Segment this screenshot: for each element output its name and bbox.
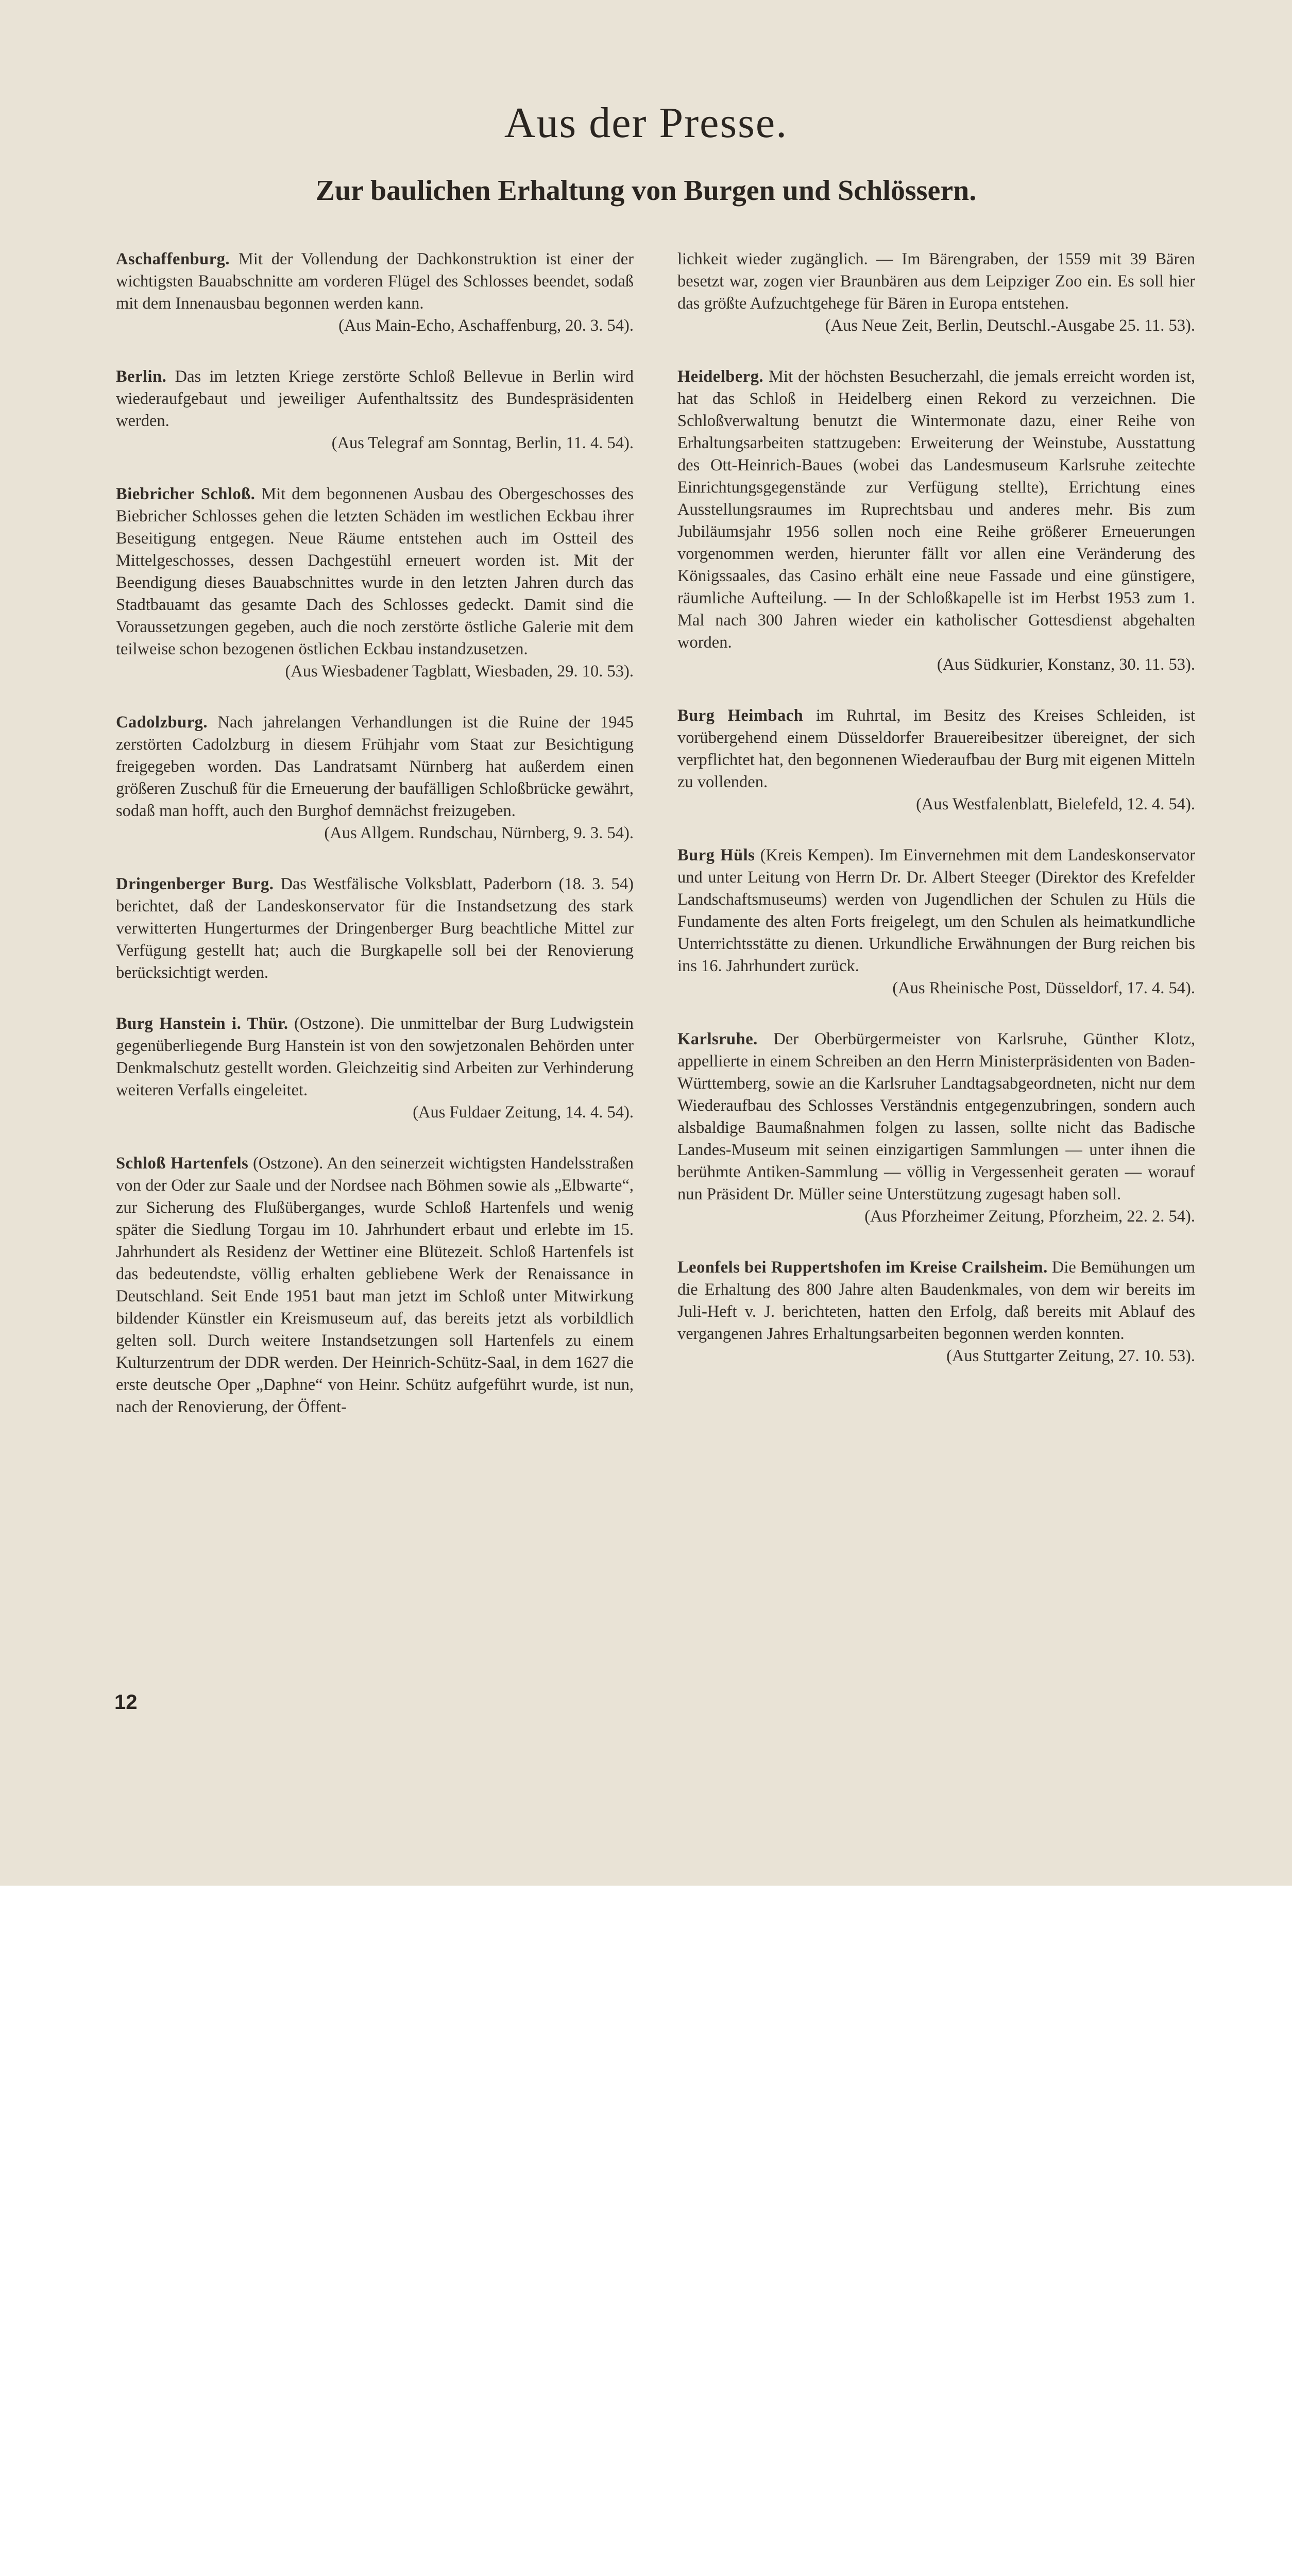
article-source: (Aus Stuttgarter Zeitung, 27. 10. 53).	[946, 1347, 1195, 1365]
footer-bar	[0, 1886, 1292, 1985]
article-entry	[116, 1153, 634, 1418]
article-heading: Aschaffenburg.	[116, 250, 230, 268]
article-heading: Heidelberg.	[677, 367, 764, 386]
left-column	[116, 248, 634, 1447]
article-entry	[116, 366, 634, 454]
article-text: Mit der Vollendung der Dachkonstruktion ist einer der wichtigsten Bauabschnitte am vorderen Flügel des Schlosses beendet, sodaß mit dem Innenausbau begonnen werden kann.	[116, 250, 634, 313]
article-text: lichkeit wieder zugänglich. — Im Bärengraben, der 1559 mit 39 Bären besetzt war, zogen vier Braunbären aus dem Leipziger Zoo ein. Es soll hier das größte Aufzuchtgehege für Bären in Europa entstehen.	[677, 250, 1195, 313]
page-title: Aus der Presse.	[504, 99, 788, 147]
article-source: (Aus Rheinische Post, Düsseldorf, 17. 4. 54).	[892, 979, 1195, 997]
article-heading: Burg Heimbach	[677, 706, 804, 725]
article-heading: Dringenberger Burg.	[116, 875, 274, 893]
article-heading: Burg Hüls	[677, 846, 755, 865]
article-text: (Ostzone). An den seinerzeit wichtigsten Handelsstraßen von der Oder zur Saale und der Nordsee nach Böhmen sowie als „Elbwarte“, zur Sicherung des Flußüberganges, wurde Schloß Hartenfels und wenig später die Siedlung Torgau im 10. Jahrhundert erbaut und erlebte im 15. Jahrhundert als Residenz der Wettiner eine Blütezeit. Schloß Hartenfels ist das bedeutendste, völlig erhalten gebliebene Werk der Renaissance in Deutschland. Seit Ende 1951 baut man jetzt im Schloß unter Mitwirkung bildender Künstler ein Kreismuseum auf, das bereits jetzt als vorbildlich gelten soll. Durch weitere Instandsetzungen soll Hartenfels zu einem Kulturzentrum der DDR werden. Der Heinrich-Schütz-Saal, in dem 1627 die erste deutsche Oper „Daphne“ von Heinr. Schütz aufgeführt wurde, ist nun, nach der Renovierung, der Öffent-	[116, 1154, 634, 1416]
article-entry	[677, 844, 1195, 999]
article-source: (Aus Südkurier, Konstanz, 30. 11. 53).	[937, 655, 1195, 674]
article-text: (Kreis Kempen). Im Einvernehmen mit dem Landeskonservator und unter Leitung von Herrn Dr. Dr. Albert Steeger (Direktor des Krefelder Landschaftsmuseums) werden von Jugendlichen der Schulen zu Hüls die Fundamente des alten Forts freigelegt, um den Schulen als heimatkundliche Unterrichtsstätte zu dienen. Urkundliche Erwähnungen der Burg reichen bis ins 16. Jahrhundert zurück.	[677, 846, 1195, 975]
article-entry	[677, 705, 1195, 816]
article-heading: Schloß Hartenfels	[116, 1154, 249, 1173]
article-entry	[677, 1028, 1195, 1228]
article-text: Das Westfälische Volksblatt, Paderborn (18. 3. 54) berichtet, daß der Landeskonservator für die Instandsetzung des stark verwitterten Hungerturmes der Dringenberger Burg beachtliche Mittel zur Verfügung gestellt hat; auch die Burgkapelle soll bei der Renovierung berücksichtigt werden.	[116, 875, 634, 982]
article-source: (Aus Neue Zeit, Berlin, Deutschl.-Ausgabe 25. 11. 53).	[825, 316, 1195, 335]
article-continuation	[677, 248, 1195, 337]
article-source: (Aus Westfalenblatt, Bielefeld, 12. 4. 54).	[916, 795, 1195, 814]
article-heading: Burg Hanstein i. Thür.	[116, 1014, 288, 1033]
article-text: Nach jahrelangen Verhandlungen ist die Ruine der 1945 zerstörten Cadolzburg in diesem Frühjahr vom Staat zur Besichtigung freigegeben worden. Das Landratsamt Nürnberg hat außerdem einen größeren Zuschuß für die Erneuerung der baufälligen Schloßbrücke gewährt, sodaß man hofft, auch den Burghof demnächst freizugeben.	[116, 713, 634, 820]
article-entry	[116, 483, 634, 683]
article-heading: Cadolzburg.	[116, 713, 208, 732]
article-source: (Aus Allgem. Rundschau, Nürnberg, 9. 3. 54).	[324, 824, 634, 842]
article-source: (Aus Pforzheimer Zeitung, Pforzheim, 22. 2. 54).	[864, 1207, 1195, 1226]
article-source: (Aus Main-Echo, Aschaffenburg, 20. 3. 54).	[338, 316, 634, 335]
article-source: (Aus Fuldaer Zeitung, 14. 4. 54).	[413, 1103, 634, 1122]
article-text: Mit der höchsten Besucherzahl, die jemals erreicht worden ist, hat das Schloß in Heidelberg einen Rekord zu verzeichnen. Die Schloßverwaltung benutzt die Wintermonate dazu, einer Reihe von Erhaltungsarbeiten stattzugeben: Erweiterung der Weinstube, Ausstattung des Ott-Heinrich-Baues (wobei das Landesmuseum Karlsruhe zeitechte Einrichtungsgegenstände zur Verfügung stellte), Errichtung eines Ausstellungsraumes im Ruprechtsbau und anderes mehr. Bis zum Jubiläumsjahr 1956 sollen noch eine Reihe größerer Erneuerungen vorgenommen werden, hierunter fällt vor allen eine Veränderung des Königssaales, das Casino erhält eine neue Fassade und eine günstigere, räumliche Aufteilung. — In der Schloßkapelle ist im Herbst 1953 zum 1. Mal nach 300 Jahren wieder ein katholischer Gottesdienst abgehalten worden.	[677, 367, 1195, 652]
article-source: (Aus Telegraf am Sonntag, Berlin, 11. 4. 54).	[331, 434, 634, 452]
page-number: 12	[114, 1691, 138, 1714]
article-text: Das im letzten Kriege zerstörte Schloß Bellevue in Berlin wird wiederaufgebaut und jeweiliger Aufenthaltssitz des Bundespräsidenten werden.	[116, 367, 634, 430]
article-heading: Biebricher Schloß.	[116, 485, 256, 503]
article-entry	[116, 248, 634, 337]
article-text: (Ostzone). Die unmittelbar der Burg Ludwigstein gegenüberliegende Burg Hanstein ist von den sowjetzonalen Behörden unter Denkmalschutz gestellt worden. Gleichzeitig sind Arbeiten zur Verhinderung weiteren Verfalls eingeleitet.	[116, 1014, 634, 1099]
article-entry	[116, 1013, 634, 1124]
article-entry	[677, 366, 1195, 676]
article-text: im Ruhrtal, im Besitz des Kreises Schleiden, ist vorübergehend einem Düsseldorfer Brauereibesitzer übereignet, der sich verpflichtet hat, den begonnenen Wiederaufbau der Burg mit eigenen Mitteln zu vollenden.	[677, 706, 1195, 791]
article-entry	[116, 711, 634, 844]
article-text: Mit dem begonnenen Ausbau des Obergeschosses des Biebricher Schlosses gehen die letzten Schäden im westlichen Eckbau ihrer Beseitigung entgegen. Neue Räume entstehen auch im Ostteil des Mittelgeschosses, dessen Dachgestühl erneuert worden ist. Mit der Beendigung dieses Bauabschnittes wurde in den letzten Jahren durch das Stadtbauamt das gesamte Dach des Schlosses gedeckt. Damit sind die Voraussetzungen gegeben, auch die noch zerstörte östliche Galerie mit dem teilweise schon bezogenen östlichen Eckbau instandzusetzen.	[116, 485, 634, 658]
article-heading: Leonfels bei Ruppertshofen im Kreise Crailsheim.	[677, 1258, 1048, 1277]
article-source: (Aus Wiesbadener Tagblatt, Wiesbaden, 29. 10. 53).	[285, 662, 634, 681]
article-text: Die Bemühungen um die Erhaltung des 800 Jahre alten Baudenkmales, von dem wir bereits im Juli-Heft v. J. berichteten, hatten den Erfolg, daß bereits mit Ablauf des vergangenen Jahres Erhaltungsarbeiten begonnen werden konnten.	[677, 1258, 1196, 1343]
article-heading: Berlin.	[116, 367, 167, 386]
article-text: Der Oberbürgermeister von Karlsruhe, Günther Klotz, appellierte in einem Schreiben an den Herrn Ministerpräsidenten von Baden-Württemberg, sowie an die Karlsruher Landtagsabgeordneten, nicht nur dem Wiederaufbau des Schlosses Verständnis entgegenzubringen, sondern auch alsbaldige Baumaßnahmen folgen zu lassen, sollte nicht das Badische Landes-Museum mit seinen einzigartigen Sammlungen — unter ihnen die berühmte Antiken-Sammlung — völlig in Vergessenheit geraten — worauf nun Präsident Dr. Müller seine Unterstützung zugesagt haben soll.	[677, 1030, 1195, 1204]
article-entry	[677, 1257, 1195, 1367]
section-subtitle: Zur baulichen Erhaltung von Burgen und Schlössern.	[315, 175, 977, 207]
article-heading: Karlsruhe.	[677, 1030, 758, 1048]
right-column	[677, 248, 1195, 1396]
article-entry	[116, 873, 634, 984]
